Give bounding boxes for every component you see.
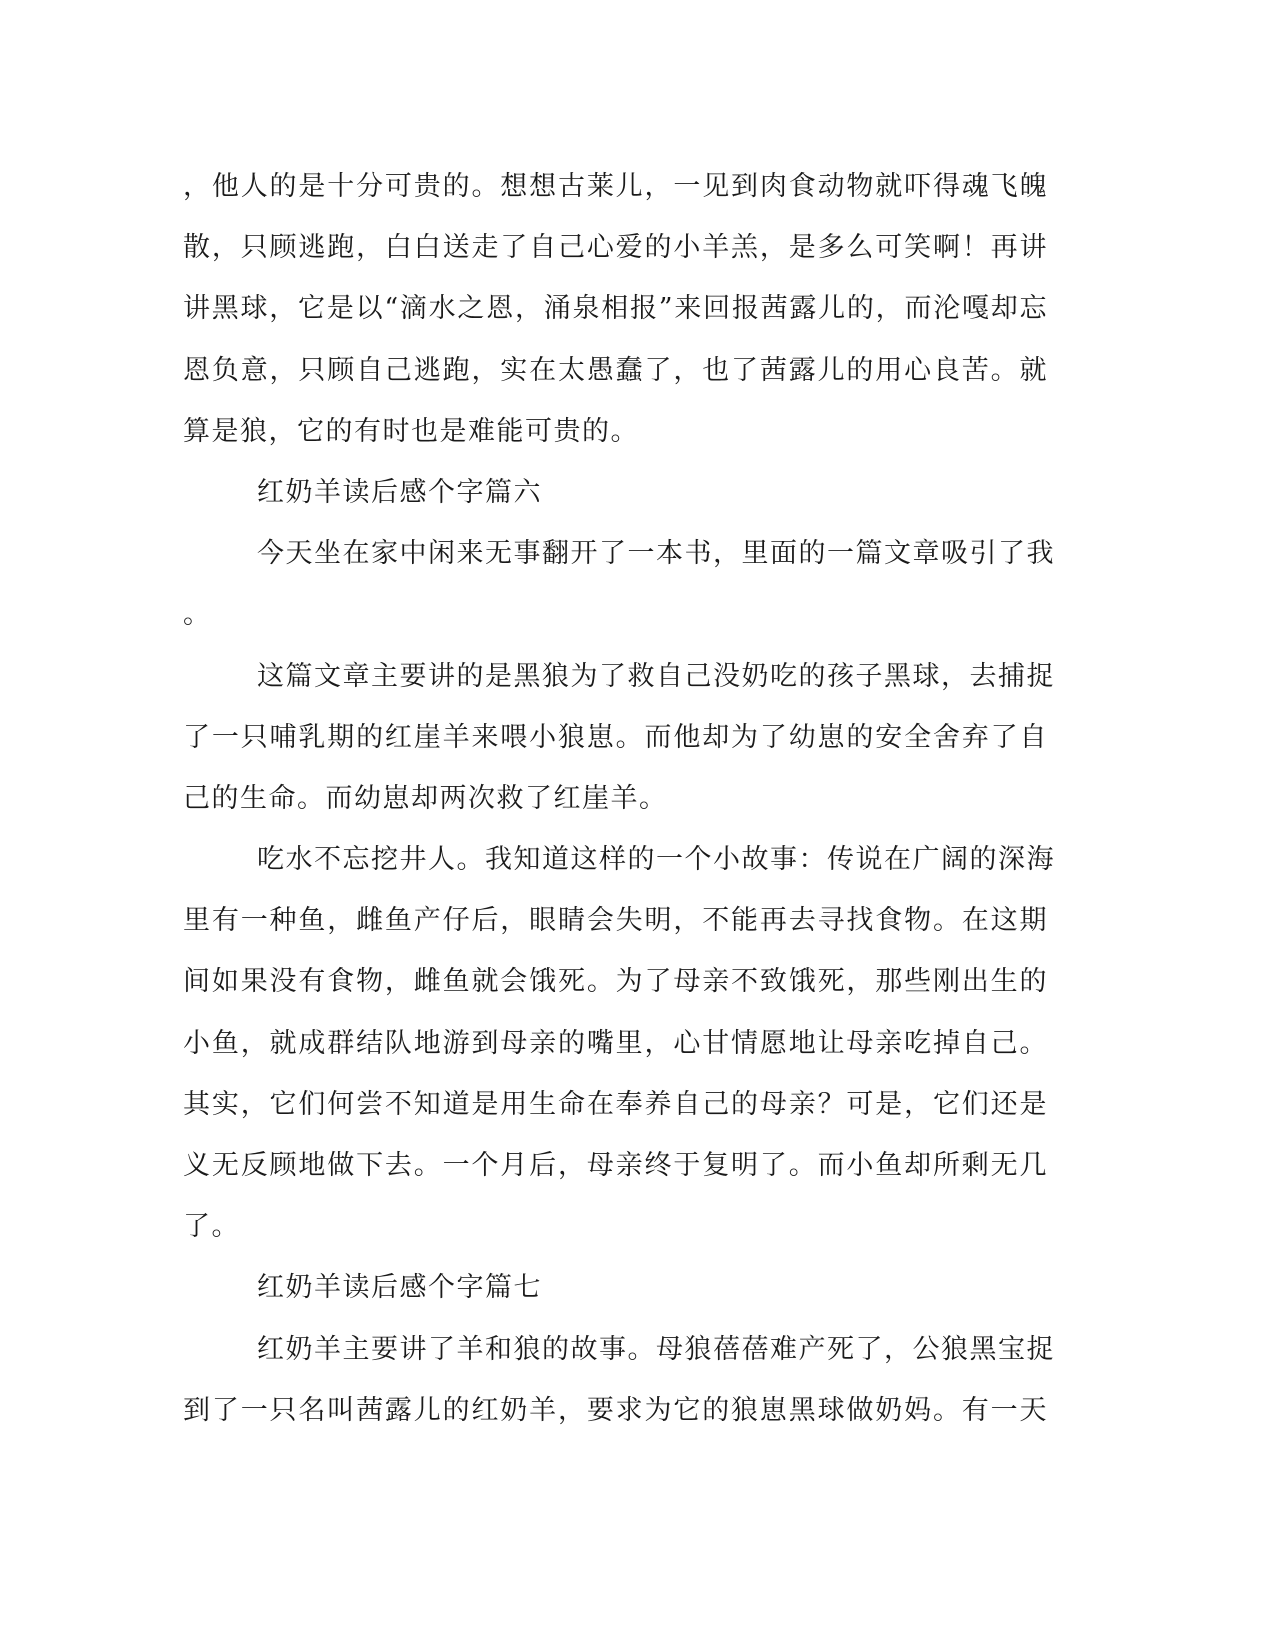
section-heading: 红奶羊读后感个字篇七 <box>257 1272 542 1304</box>
text-line: 散，只顾逃跑，白白送走了自己心爱的小羊羔，是多么可笑啊！再讲 <box>183 232 1048 264</box>
text-line: 吃水不忘挖井人。我知道这样的一个小故事：传说在广阔的深海 <box>257 844 1055 876</box>
text-line: 其实，它们何尝不知道是用生命在奉养自己的母亲？可是，它们还是 <box>183 1088 1048 1120</box>
text-line: 到了一只名叫茜露儿的红奶羊，要求为它的狼崽黑球做奶妈。有一天 <box>183 1394 1048 1426</box>
text-line: 红奶羊主要讲了羊和狼的故事。母狼蓓蓓难产死了，公狼黑宝捉 <box>257 1333 1055 1365</box>
text-line: 讲黑球，它是以“滴水之恩，涌泉相报”来回报茜露儿的，而沦嘎却忘 <box>183 293 1048 325</box>
text-line: 恩负意，只顾自己逃跑，实在太愚蠢了，也了茜露儿的用心良苦。就 <box>183 354 1048 386</box>
text-line: 今天坐在家中闲来无事翻开了一本书，里面的一篇文章吸引了我 <box>257 538 1055 570</box>
text-line: 小鱼，就成群结队地游到母亲的嘴里，心甘情愿地让母亲吃掉自己。 <box>183 1027 1048 1059</box>
section-heading: 红奶羊读后感个字篇六 <box>257 476 542 508</box>
text-line: 间如果没有食物，雌鱼就会饿死。为了母亲不致饿死，那些刚出生的 <box>183 966 1048 998</box>
text-line: 了一只哺乳期的红崖羊来喂小狼崽。而他却为了幼崽的安全舍弃了自 <box>183 721 1048 753</box>
document-body <box>183 156 1063 1441</box>
text-line: 里有一种鱼，雌鱼产仔后，眼睛会失明，不能再去寻找食物。在这期 <box>183 905 1048 937</box>
text-line: 己的生命。而幼崽却两次救了红崖羊。 <box>183 782 668 814</box>
text-line: 了。 <box>183 1211 240 1243</box>
text-line: 算是狼，它的有时也是难能可贵的。 <box>183 415 639 447</box>
text-line: 义无反顾地做下去。一个月后，母亲终于复明了。而小鱼却所剩无几 <box>183 1150 1048 1181</box>
text-line: 。 <box>183 599 212 631</box>
text-line: 这篇文章主要讲的是黑狼为了救自己没奶吃的孩子黑球，去捕捉 <box>257 660 1055 692</box>
text-line: ，他人的是十分可贵的。想想古莱儿，一见到肉食动物就吓得魂飞魄 <box>183 171 1048 202</box>
